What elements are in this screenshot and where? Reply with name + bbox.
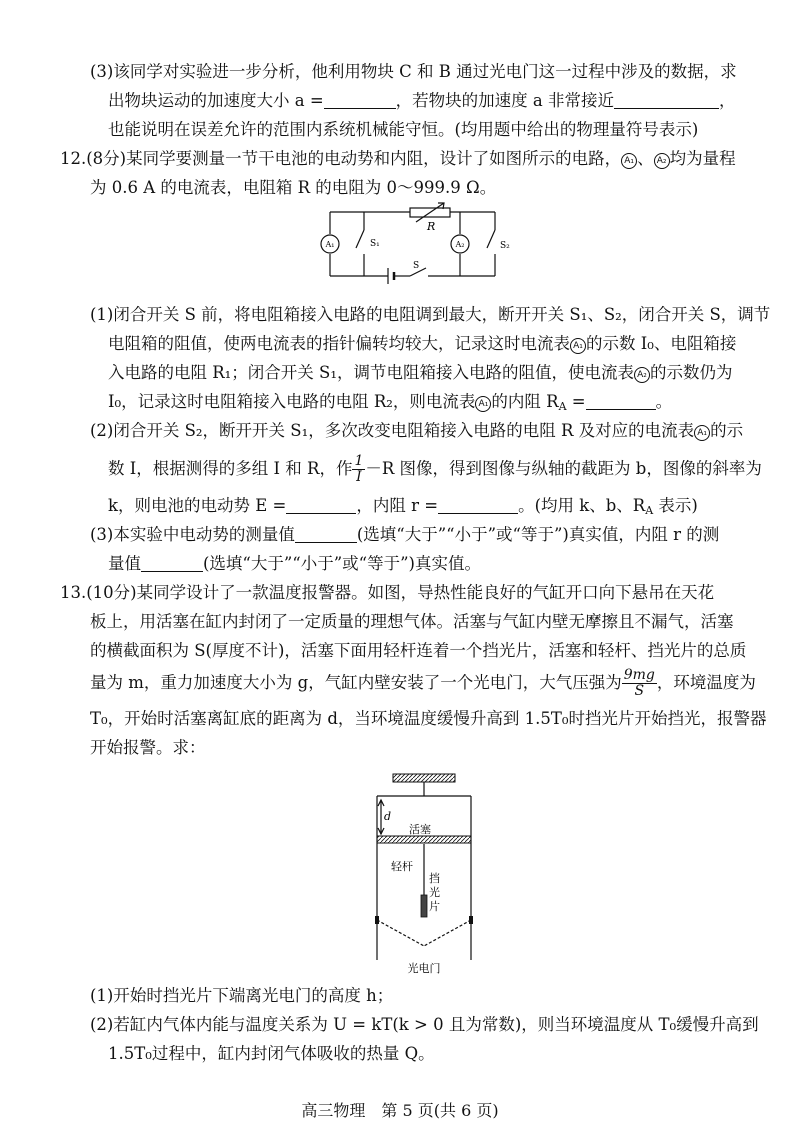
q12-intro-text: 均为量程 <box>669 149 736 168</box>
q12-part3-text: 量值 <box>108 554 141 573</box>
q13-line5: T₀，开始时活塞离缸底的距离为 d，当环境温度缓慢升高到 1.5T₀时挡光片开始挡光，报警器 <box>90 709 767 728</box>
label-photogate: 光电门 <box>407 962 441 975</box>
page-footer: 高三物理 第 5 页(共 6 页) <box>301 1101 499 1120</box>
ammeter-a1-label: A₁ <box>325 240 335 249</box>
q13-line4 <box>90 666 756 700</box>
ammeter-a1-symbol: A₁ <box>694 425 710 441</box>
fraction-9mg-over-s <box>622 668 657 699</box>
fraction-denominator: S <box>634 683 645 699</box>
q12-intro-line2: 为 0.6 A 的电流表，电阻箱 R 的电阻为 0～999.9 Ω。 <box>90 178 497 197</box>
label-d: d <box>384 810 392 823</box>
light-shutter <box>421 895 427 917</box>
answer-blank-acceleration[interactable] <box>324 92 396 109</box>
answer-blank-emf[interactable] <box>286 497 356 514</box>
ammeter-a1-symbol: A₁ <box>475 396 491 412</box>
label-shutter-2: 光 <box>429 886 440 899</box>
q12-part2-text: 数 I，根据测得的多组 I 和 R，作 <box>108 459 353 478</box>
q12-part2-line1 <box>90 419 743 443</box>
q12-part2-text: 。(均用 k、b、R <box>518 496 646 515</box>
q12-part1-text: 电阻箱的阻值，使两电流表的指针偏转均较大，记录这时电流表 <box>108 334 570 353</box>
q11-part3-text: ，若物块的加速度 a 非常接近 <box>395 91 614 110</box>
q12-part2-text: 表示) <box>653 496 698 515</box>
fraction-1-over-i <box>352 454 365 485</box>
q12-part2-text: 的示 <box>710 421 744 440</box>
q12-part1-text: 的示数 I₀、电阻箱接 <box>586 334 737 353</box>
q13-line3: 的横截面积为 S(厚度不计)，活塞下面用轻杆连着一个挡光片，活塞和轻杆、挡光片的总质 <box>90 641 747 660</box>
ammeter-a2-symbol: A₂ <box>634 367 650 383</box>
answer-blank-emf-compare[interactable] <box>295 526 357 543</box>
question-number: 12. <box>60 149 87 168</box>
q11-part3-line1: (3)该同学对实验进一步分析，他利用物块 C 和 B 通过光电门这一过程中涉及的数据，求 <box>90 62 737 81</box>
q11-part3-line3: 也能说明在误差允许的范围内系统机械能守恒。(均用题中给出的物理量符号表示) <box>108 120 699 139</box>
answer-blank-ra[interactable] <box>586 393 656 410</box>
question-number: 13. <box>60 583 87 602</box>
switch-s2-label: S₂ <box>500 241 510 251</box>
q13-text: ，环境温度为 <box>656 673 756 692</box>
q12-part1-text: 入电路的电阻 R₁；闭合开关 S₁，调节电阻箱接入电路的阻值，使电流表 <box>108 363 634 382</box>
answer-blank-internal-resistance[interactable] <box>438 497 518 514</box>
q13-line2: 板上，用活塞在缸内封闭了一定质量的理想气体。活塞与气缸内壁无摩擦且不漏气，活塞 <box>90 612 734 631</box>
switch-s-label: S <box>413 261 420 271</box>
q11-part3-text: ， <box>718 91 736 110</box>
ammeter-a2-symbol: A₂ <box>654 153 670 169</box>
switch-s1 <box>356 230 364 248</box>
q12-part2-line2 <box>108 452 762 486</box>
subscript: A <box>645 504 654 517</box>
q12-part3-text: (3)本实验中电动势的测量值 <box>90 525 295 544</box>
q11-part3-text: 出物块运动的加速度大小 a = <box>108 91 324 110</box>
q12-part1-line1: (1)闭合开关 S 前，将电阻箱接入电路的电阻调到最大，断开开关 S₁、S₂，闭合开关 S，调节 <box>90 305 771 324</box>
label-piston: 活塞 <box>409 823 431 836</box>
switch-s2 <box>487 230 495 248</box>
q12-part1-text: 的示数仍为 <box>649 363 733 382</box>
q12-part1-text: = <box>566 392 586 411</box>
q12-part3-line2 <box>108 552 481 576</box>
q12-intro-text: (8分)某同学要测量一节干电池的电动势和内阻，设计了如图所示的电路， <box>86 149 622 168</box>
q12-part1-text: 的内阻 R <box>491 392 559 411</box>
subscript: A <box>558 400 567 413</box>
fraction-numerator: 9mg <box>623 667 655 683</box>
q13-line6: 开始报警。求： <box>90 738 206 757</box>
fraction-denominator: I <box>356 469 362 485</box>
ammeter-a2-label: A₂ <box>455 240 465 249</box>
ceiling-mount <box>393 774 455 782</box>
q12-intro-line1 <box>60 147 736 171</box>
label-shutter-1: 挡 <box>429 872 440 885</box>
q12-part3-text: (选填“大于”“小于”或“等于”)真实值，内阻 r 的测 <box>356 525 720 544</box>
q13-line1 <box>60 581 714 605</box>
q12-part1-line3 <box>108 361 732 385</box>
q13-sub2-line1: (2)若缸内气体内能与温度关系为 U = kT(k > 0 且为常数)，则当环境温度从 T₀缓慢升高到 <box>90 1015 759 1034</box>
q12-part1-text: 。 <box>655 392 673 411</box>
piston <box>377 836 471 843</box>
q12-part1-line4 <box>108 390 672 419</box>
q12-part2-line3 <box>108 494 698 523</box>
q12-part3-text: (选填“大于”“小于”或“等于”)真实值。 <box>203 554 481 573</box>
resistor-label: R <box>427 220 436 233</box>
label-rod: 轻杆 <box>391 860 413 873</box>
photogate-left <box>375 916 379 924</box>
q12-intro-text: 、 <box>637 149 654 168</box>
q13-text: (10分)某同学设计了一款温度报警器。如图，导热性能良好的气缸开口向下悬吊在天花 <box>86 583 715 602</box>
cylinder-figure <box>365 770 485 980</box>
q12-part1-line2 <box>108 332 736 356</box>
q12-part2-text: (2)闭合开关 S₂，断开开关 S₁，多次改变电阻箱接入电路的电阻 R 及对应的电流表 <box>90 421 695 440</box>
ammeter-a1-symbol: A₁ <box>570 338 586 354</box>
answer-blank-r-compare[interactable] <box>141 555 203 572</box>
q13-sub1: (1)开始时挡光片下端离光电门的高度 h； <box>90 986 394 1005</box>
q11-part3-line2 <box>108 89 735 113</box>
label-shutter-3: 片 <box>429 900 440 913</box>
light-beam-left <box>377 920 424 946</box>
q12-part3-line1 <box>90 523 719 547</box>
fraction-numerator: 1 <box>354 453 364 469</box>
q12-part1-text: I₀，记录这时电阻箱接入电路的电阻 R₂，则电流表 <box>108 392 476 411</box>
answer-blank-approx[interactable] <box>614 92 719 109</box>
q12-part2-text: k，则电池的电动势 E = <box>108 496 287 515</box>
switch-s1-label: S₁ <box>370 239 380 249</box>
circuit-diagram <box>310 200 510 290</box>
q13-text: 量为 m，重力加速度大小为 g，气缸内壁安装了一个光电门，大气压强为 <box>90 673 622 692</box>
q12-part2-text: －R 图像，得到图像与纵轴的截距为 b，图像的斜率为 <box>365 459 762 478</box>
photogate-right <box>469 916 473 924</box>
q13-sub2-line2: 1.5T₀过程中，缸内封闭气体吸收的热量 Q。 <box>108 1044 435 1063</box>
q12-part2-text: ，内阻 r = <box>356 496 439 515</box>
light-beam-right <box>424 920 471 946</box>
ammeter-a1-symbol: A₁ <box>621 153 637 169</box>
